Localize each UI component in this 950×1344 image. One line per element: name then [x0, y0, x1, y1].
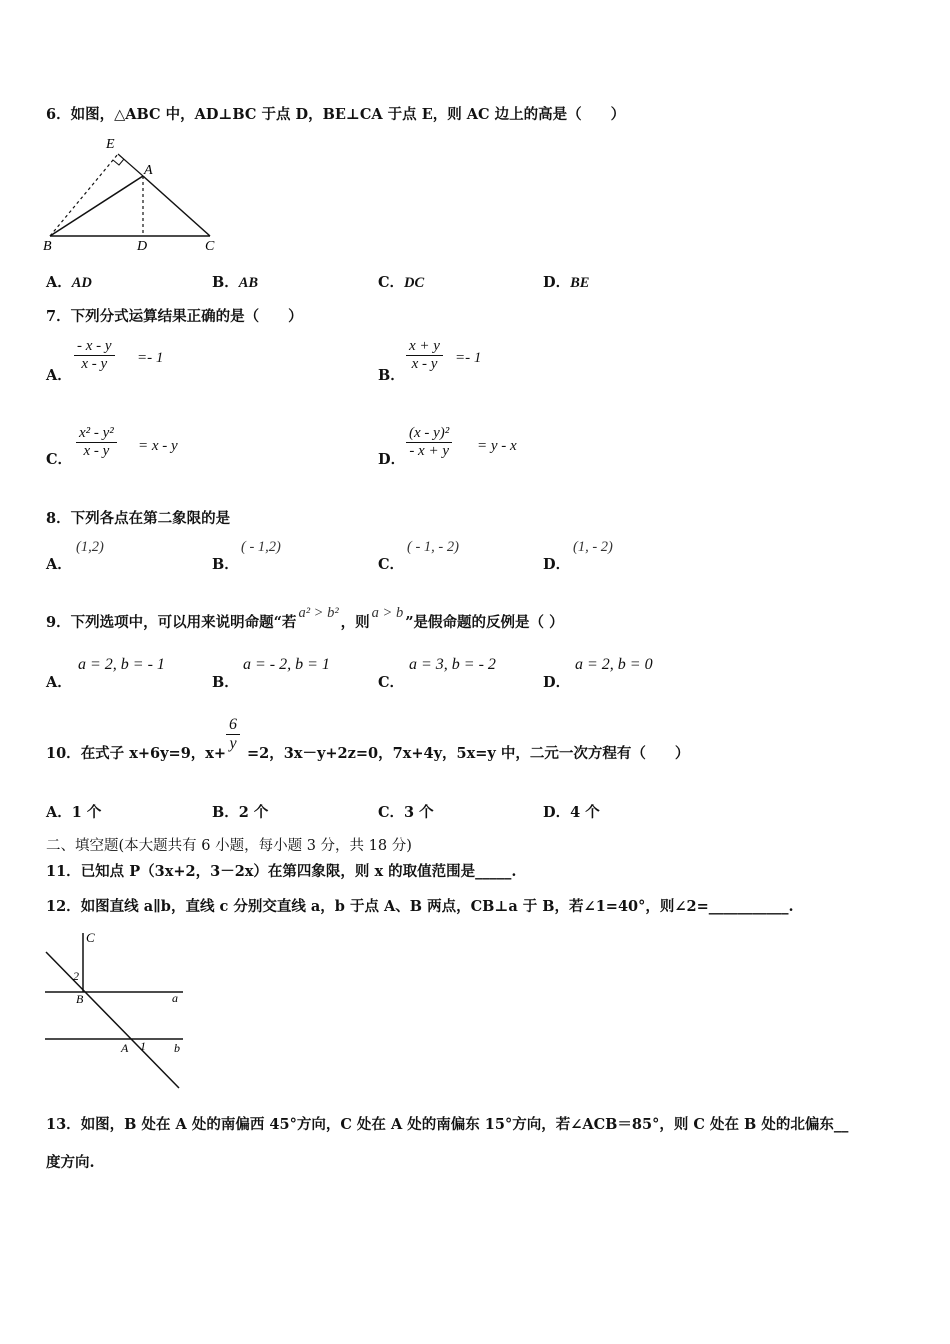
q10-stem-part1: 10．在式子 x+6y=9，x+	[46, 745, 227, 762]
q12-label-angle-1: 1	[140, 1039, 146, 1053]
q9-option-b[interactable]: B．	[212, 674, 239, 691]
q7-stem: 7．下列分式运算结果正确的是（ ）	[46, 308, 303, 325]
q9-condition-1: a² > b²	[298, 605, 339, 621]
q8-option-b[interactable]: B．	[212, 556, 239, 573]
q6-text: 如图，△ABC 中，AD⊥BC 于点 D，BE⊥CA 于点 E，则 AC 边上的高是（ ）	[70, 106, 626, 123]
q7-option-a-label[interactable]: A．	[46, 367, 72, 384]
q6-option-c[interactable]: C．DC	[378, 274, 425, 291]
q7-option-b-label[interactable]: B．	[378, 367, 405, 384]
q6-stem	[46, 103, 625, 124]
q12-label-angle-2: 2	[73, 969, 79, 983]
q7-option-a-rhs: =- 1	[137, 350, 164, 366]
q9-option-a[interactable]: A．	[46, 674, 72, 691]
q10-stem-part2: =2，3x－y+2z=0，7x+4y，5x=y 中，二元一次方程有（ ）	[247, 745, 690, 762]
q12-label-a-point: A	[121, 1041, 129, 1055]
q7-option-d-label[interactable]: D．	[378, 451, 406, 468]
q8-stem: 8．下列各点在第二象限的是	[46, 510, 231, 527]
q6-option-a[interactable]: A．AD	[46, 274, 92, 291]
q7-option-c-rhs: = x - y	[138, 438, 178, 454]
q12-label-a-line: a	[172, 991, 178, 1005]
q6-side-ac	[143, 176, 210, 236]
q9-option-a-value: a = 2, b = - 1	[78, 656, 165, 673]
q12-parallel-lines-figure	[40, 928, 190, 1093]
q7-option-d-rhs: = y - x	[477, 438, 517, 454]
q6-side-ba	[50, 176, 143, 236]
section-2-heading: 二、填空题(本大题共有 6 小题，每小题 3 分，共 18 分)	[46, 838, 412, 854]
q9-stem: 9．下列选项中，可以用来说明命题“若a² > b²，则a > b”是假命题的反例是（ ）	[46, 605, 564, 631]
q9-option-b-value: a = - 2, b = 1	[243, 656, 330, 673]
q8-option-d-value: (1, - 2)	[573, 539, 613, 555]
q6-right-angle-mark	[113, 159, 124, 165]
q9-condition-2: a > b	[371, 605, 404, 621]
q8-option-a[interactable]: A．	[46, 556, 72, 573]
q6-label-c: C	[205, 239, 215, 254]
q7-option-c-label[interactable]: C．	[46, 451, 73, 468]
q8-option-a-value: (1,2)	[76, 539, 104, 555]
q13-stem-line2: 度方向.	[46, 1154, 95, 1171]
q12-stem: 12．如图直线 a∥b，直线 c 分别交直线 a，b 于点 A、B 两点，CB⊥a 于 B，若∠1=40°，则∠2=___________.	[46, 898, 794, 915]
q6-number: 6．	[46, 106, 71, 123]
q6-option-d[interactable]: D．BE	[543, 274, 590, 291]
q6-option-b[interactable]: B．AB	[212, 274, 259, 291]
q10-fraction: $\frac{6}{y}$	[226, 716, 240, 753]
q12-label-b-point: B	[76, 992, 84, 1006]
q6-triangle-figure	[40, 132, 230, 257]
q12-label-c: C	[86, 930, 95, 945]
q8-option-b-value: ( - 1,2)	[241, 539, 281, 555]
q9-option-d[interactable]: D．	[543, 674, 571, 691]
q9-option-c[interactable]: C．	[378, 674, 405, 691]
q8-option-c-value: ( - 1, - 2)	[407, 539, 459, 555]
q7-option-c-fraction: $\frac{\text{x² - y²}}{x - y}$	[76, 425, 117, 460]
q11-stem: 11．已知点 P（3x+2，3－2x）在第四象限，则 x 的取值范围是_____.	[46, 863, 517, 880]
q10-option-d[interactable]: D．4 个	[543, 804, 600, 821]
q8-option-d[interactable]: D．	[543, 556, 571, 573]
q7-option-b-fraction: $\frac{x + y}{x - y}$	[406, 338, 443, 373]
q7-option-a-fraction: $\frac{- x - y}{x - y}$	[74, 338, 115, 373]
q9-option-c-value: a = 3, b = - 2	[409, 656, 496, 673]
q10-option-c[interactable]: C．3 个	[378, 804, 434, 821]
q12-label-b-line: b	[174, 1041, 180, 1055]
q6-label-a: A	[144, 163, 153, 178]
q10-option-b[interactable]: B．2 个	[212, 804, 269, 821]
q6-label-d: D	[137, 239, 148, 254]
q12-transversal	[46, 952, 179, 1088]
q7-option-d-fraction: $\frac{\text{(x - y)²}}{- x + y}$	[406, 425, 452, 460]
q13-stem-line1: 13．如图，B 处在 A 处的南偏西 45°方向，C 处在 A 处的南偏东 15°方向，若∠ACB＝85°，则 C 处在 B 处的北偏东__	[46, 1116, 849, 1133]
q8-option-c[interactable]: C．	[378, 556, 405, 573]
q6-extension-ae	[118, 154, 143, 176]
q6-altitude-be	[50, 154, 118, 236]
q6-label-e: E	[106, 137, 115, 152]
q7-option-b-rhs: =- 1	[455, 350, 482, 366]
q6-label-b: B	[43, 239, 52, 254]
q10-option-a[interactable]: A．1 个	[46, 804, 102, 821]
q9-option-d-value: a = 2, b = 0	[575, 656, 653, 673]
